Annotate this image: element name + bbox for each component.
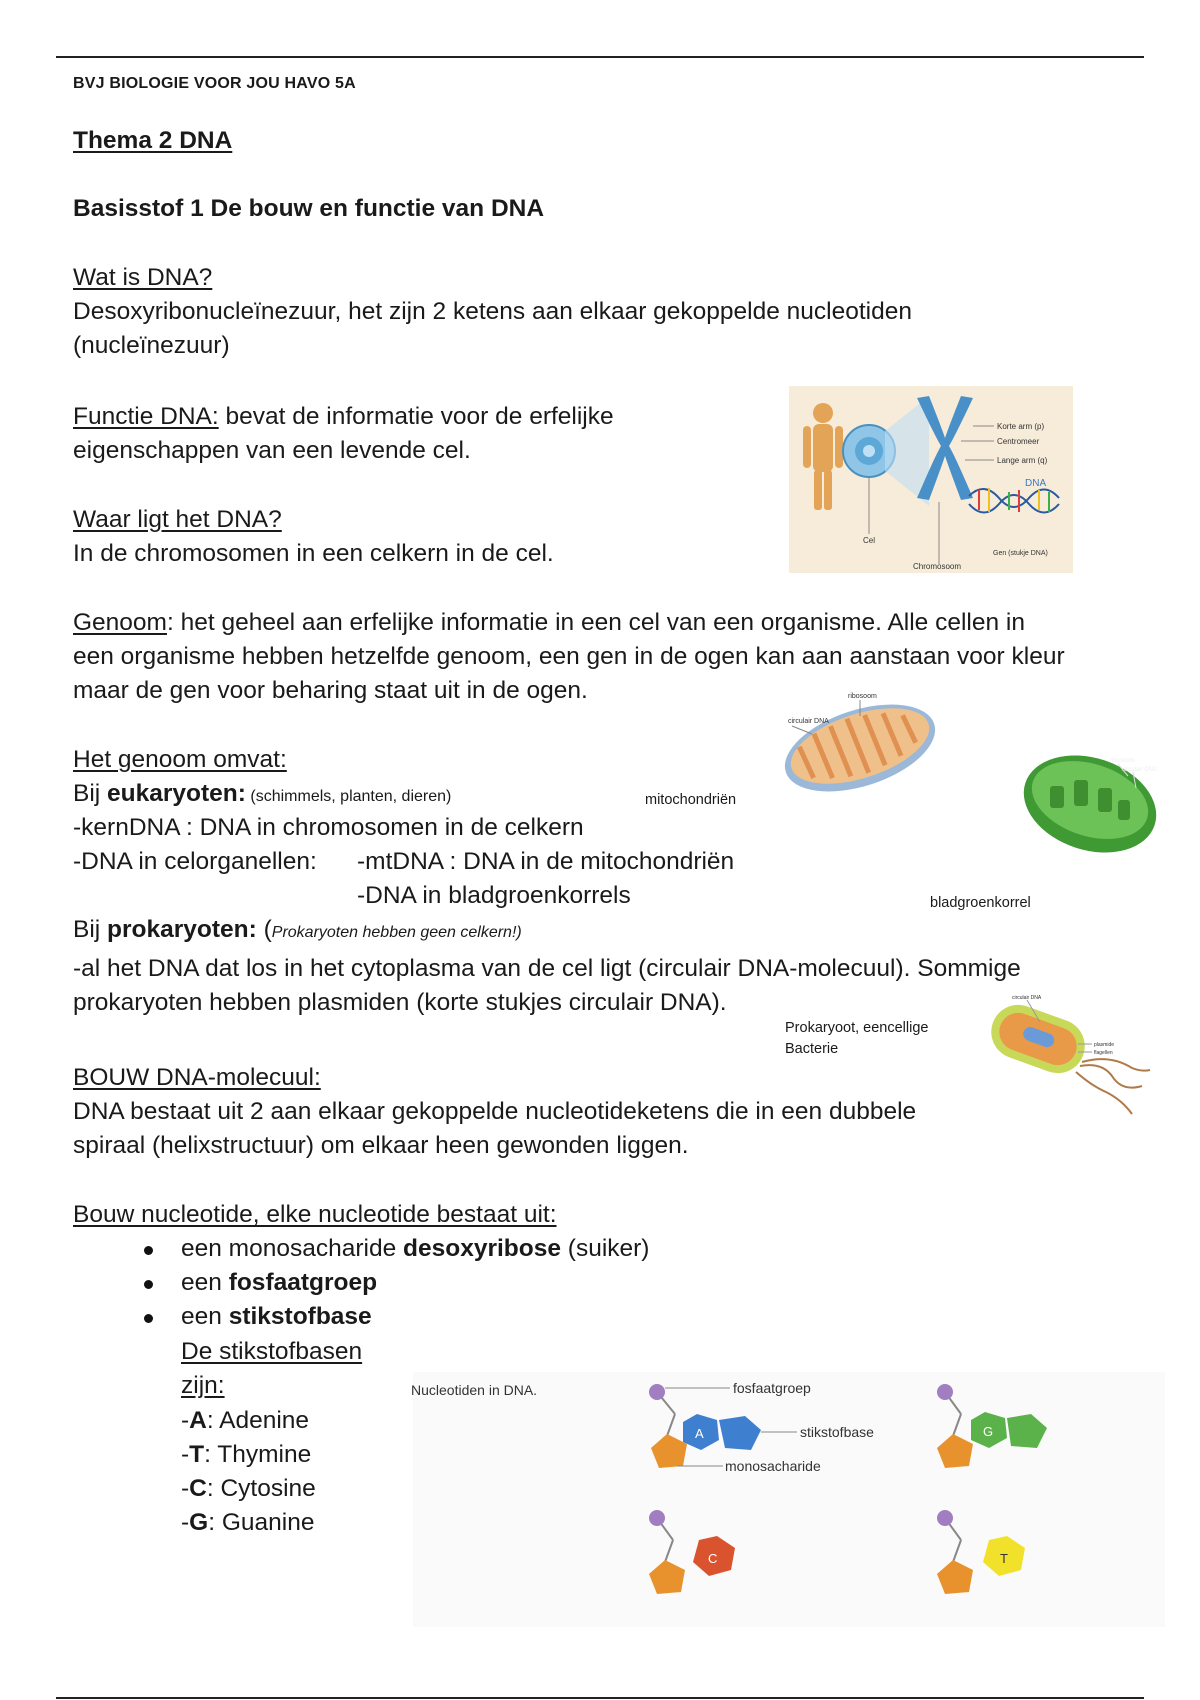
nucleotides-figure-background [413, 1372, 1165, 1627]
phosphate-c [649, 1510, 665, 1526]
genome-text: : het geheel aan erfelijke informatie in een cel van een organisme. Alle cellen in [166, 609, 1025, 636]
build-nucleotide-heading: Bouw nucleotide, elke nucleotide bestaat uit: [73, 1201, 557, 1228]
genome-line3: maar de gen voor beharing staat uit in de ogen. [73, 677, 588, 704]
nucleotide-item-1 [181, 1232, 649, 1267]
chloro-dna-line: -DNA in bladgroenkorrels [357, 882, 631, 909]
bullet-2 [144, 1280, 153, 1289]
genome-heading: Genoom [73, 609, 167, 636]
kern-dna-line: -kernDNA : DNA in chromosomen in de celkern [73, 814, 584, 841]
item-1-term: desoxyribose [403, 1235, 561, 1262]
label-base: stikstofbase [800, 1424, 874, 1440]
nucleotide-item-2 [181, 1266, 377, 1301]
function-dna-line1 [73, 400, 614, 435]
label-short-arm: Korte arm (p) [997, 422, 1045, 431]
item-2-pre: een [181, 1269, 229, 1296]
build-dna-heading: BOUW DNA-molecuul: [73, 1064, 321, 1091]
label-dna: DNA [1025, 478, 1047, 489]
flagella-icon [1076, 1059, 1150, 1114]
what-is-dna-line2: (nucleïnezuur) [73, 332, 230, 359]
bottom-rule [56, 1697, 1144, 1699]
what-is-dna-heading: Wat is DNA? [73, 264, 213, 291]
item-1-post: (suiker) [560, 1235, 650, 1262]
base-item-g: -G: Guanine [181, 1509, 315, 1536]
mitochondria-figure [772, 688, 947, 808]
base-item-a: -A: Adenine [181, 1407, 310, 1434]
label-sugar: monosacharide [725, 1458, 821, 1474]
chloro-label-ribosome: ribosoom [1110, 758, 1135, 764]
prokaryotes-term: prokaryoten: [107, 916, 257, 943]
bacterium-icon [984, 997, 1093, 1081]
label-chromosome: Chromosoom [913, 562, 962, 571]
label-phosphate: fosfaatgroep [733, 1380, 811, 1396]
prok-label-plasmid: plasmide [1094, 1042, 1115, 1048]
prokaryotes-line1: -al het DNA dat los in het cytoplasma van de cel ligt (circulair DNA-molecuul). Sommige [73, 955, 1021, 982]
bullet-1 [144, 1246, 153, 1255]
base-t-label: T [1000, 1551, 1008, 1566]
bases-heading-1: De stikstofbasen [181, 1338, 363, 1365]
base-item-c: -C: Cytosine [181, 1475, 316, 1502]
section-title: Basisstof 1 De bouw en functie van DNA [73, 195, 545, 222]
mt-dna-line: -mtDNA : DNA in de mitochondriën [357, 848, 735, 875]
base-g-letter: G [189, 1509, 209, 1536]
eukaryotes-term: eukaryoten: [107, 780, 246, 807]
top-rule [56, 56, 1144, 58]
prok-label-flagella: flagellen [1094, 1050, 1113, 1056]
base-t-letter: T [189, 1441, 205, 1468]
mito-label-dna: circulair DNA [788, 718, 829, 725]
bullet-3 [144, 1314, 153, 1323]
label-centromere: Centromeer [997, 437, 1040, 446]
base-c-label: C [708, 1551, 718, 1566]
prok-label-dna: circulair DNA [1012, 995, 1042, 1001]
eukaryotes-prefix: Bij [73, 780, 108, 807]
item-2-term: fosfaatgroep [228, 1269, 378, 1296]
function-dna-line2: eigenschappen van een levende cel. [73, 437, 471, 464]
base-item-t: -T: Thymine [181, 1441, 312, 1468]
chloro-label-dna: circulair DNA [1122, 767, 1158, 773]
mito-label-ribosome: ribosoom [848, 693, 877, 700]
prokaryotes-prefix: Bij [73, 916, 108, 943]
base-a-letter: A [189, 1407, 207, 1434]
organel-dna-label: -DNA in celorganellen: [73, 848, 317, 875]
item-3-term: stikstofbase [228, 1303, 372, 1330]
build-dna-line1: DNA bestaat uit 2 aan elkaar gekoppelde nucleotideketens die in een dubbele [73, 1098, 917, 1125]
genome-line1 [73, 606, 1025, 641]
what-is-dna-line1: Desoxyribonucleïnezuur, het zijn 2 ketens aan elkaar gekoppelde nucleotiden [73, 298, 913, 325]
base-t-name: : Thymine [204, 1441, 312, 1468]
phosphate-g [937, 1384, 953, 1400]
base-c-name: : Cytosine [206, 1475, 316, 1502]
chloroplast-caption: bladgroenkorrel [930, 895, 1031, 911]
phosphate-t [937, 1510, 953, 1526]
bases-heading-2: zijn: [181, 1372, 225, 1399]
label-gene: Gen (stukje DNA) [993, 550, 1048, 557]
prokaryotes-open: ( [256, 916, 272, 943]
eukaryotes-line [73, 777, 451, 815]
prokaryote-caption-1: Prokaryoot, eencellige [785, 1020, 929, 1036]
where-dna-heading: Waar ligt het DNA? [73, 506, 282, 533]
base-a-name: : Adenine [206, 1407, 310, 1434]
where-dna-line1: In de chromosomen in een celkern in de cel. [73, 540, 554, 567]
nucleotides-caption: Nucleotiden in DNA. [411, 1382, 538, 1398]
prokaryotes-line [73, 913, 522, 951]
nucleotide-item-3 [181, 1300, 372, 1335]
build-dna-line2: spiraal (helixstructuur) om elkaar heen gewonden liggen. [73, 1132, 689, 1159]
item-1-pre: een monosacharide [181, 1235, 404, 1262]
base-g-name: : Guanine [208, 1509, 315, 1536]
document-header: BVJ BIOLOGIE VOOR JOU HAVO 5A [73, 75, 356, 92]
theme-title: Thema 2 DNA [73, 127, 233, 154]
prokaryote-caption-2: Bacterie [785, 1041, 839, 1057]
function-dna-text: bevat de informatie voor de erfelijke [218, 403, 614, 430]
item-3-pre: een [181, 1303, 229, 1330]
label-cell: Cel [863, 536, 876, 545]
chloroplast-figure [1018, 752, 1168, 862]
genome-line2: een organisme hebben hetzelfde genoom, een gen in de ogen kan aan aanstaan voor kleur [73, 643, 1065, 670]
function-dna-heading: Functie DNA: [73, 403, 219, 430]
base-c-letter: C [189, 1475, 207, 1502]
base-g-label: G [983, 1424, 994, 1439]
prokaryote-figure [982, 992, 1152, 1117]
nucleotides-figure [405, 1372, 1165, 1627]
label-long-arm: Lange arm (q) [997, 456, 1048, 465]
chromosome-figure [789, 386, 1073, 573]
genome-includes-heading: Het genoom omvat: [73, 746, 287, 773]
prokaryotes-line2: prokaryoten hebben plasmiden (korte stukjes circulair DNA). [73, 989, 727, 1016]
prokaryotes-note: Prokaryoten hebben geen celkern!) [271, 924, 522, 941]
eukaryotes-note: (schimmels, planten, dieren) [245, 788, 452, 805]
phosphate-a [649, 1384, 665, 1400]
mitochondria-caption: mitochondriën [645, 792, 737, 808]
base-a-label: A [695, 1426, 704, 1441]
